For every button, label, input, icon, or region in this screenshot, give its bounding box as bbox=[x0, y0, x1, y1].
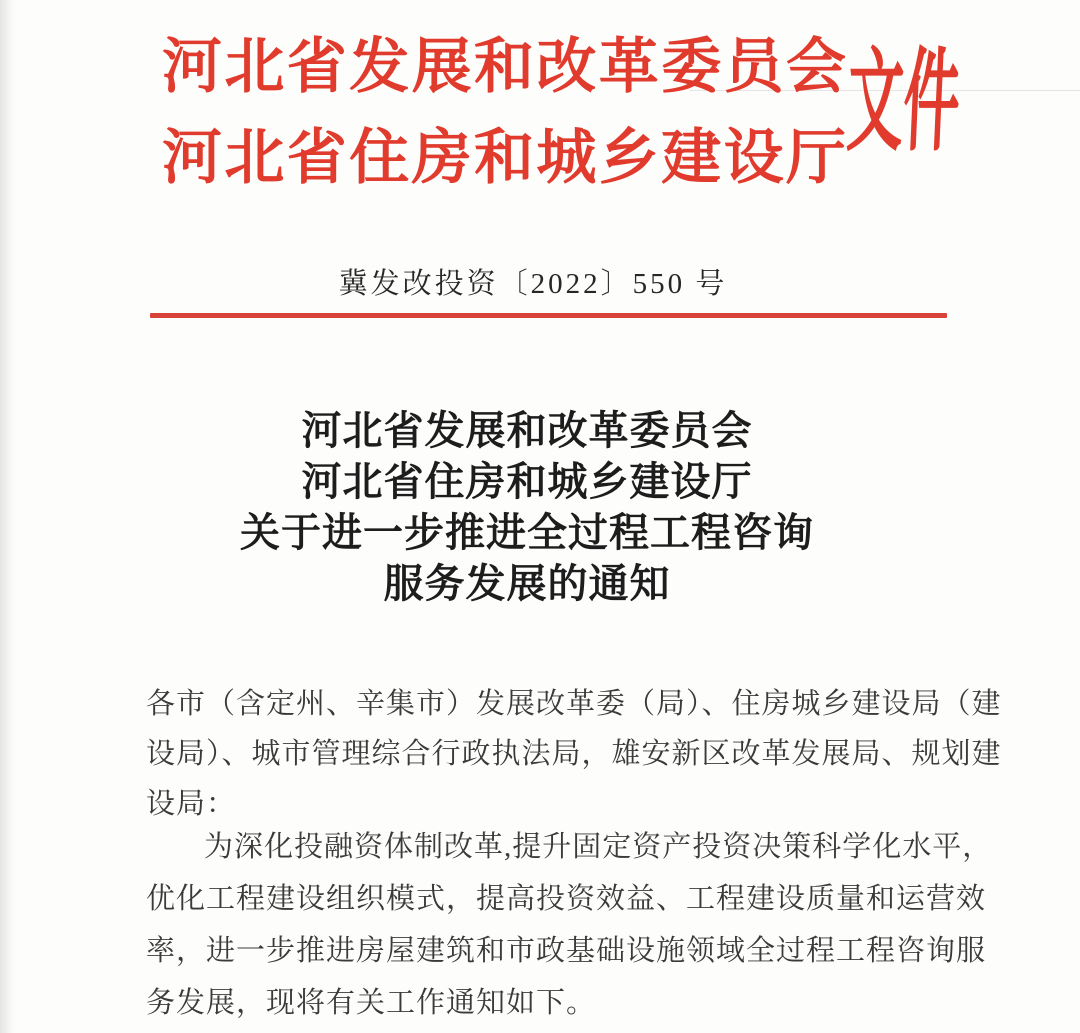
document-label: 文件 bbox=[844, 40, 963, 165]
title-line-4: 服务发展的通知 bbox=[383, 561, 671, 606]
issuing-agency-line-1: 河北省发展和改革委员会 bbox=[162, 34, 846, 100]
intro-line-4: 务发展，现将有关工作通知如下。 bbox=[146, 987, 597, 1019]
recipients-paragraph bbox=[146, 679, 1002, 829]
recipients-line-1: 各市（含定州、辛集市）发展改革委（局）、住房城乡建设局（建 bbox=[146, 688, 1002, 720]
issuing-agency-line-2: 河北省住房和城乡建设厅 bbox=[162, 125, 846, 191]
title-line-1: 河北省发展和改革委员会 bbox=[301, 408, 753, 453]
title-line-2: 河北省住房和城乡建设厅 bbox=[301, 459, 753, 504]
intro-paragraph bbox=[146, 821, 993, 1029]
document-number: 冀发改投资〔2022〕550 号 bbox=[338, 268, 728, 300]
letterhead bbox=[162, 22, 846, 204]
document-title bbox=[127, 405, 927, 609]
scan-edge-shadow bbox=[0, 0, 14, 1033]
red-separator-line bbox=[150, 313, 947, 318]
title-line-3: 关于进一步推进全过程工程咨询 bbox=[240, 510, 814, 555]
intro-line-2: 优化工程建设组织模式，提高投资效益、工程建设质量和运营效 bbox=[146, 883, 987, 915]
recipients-line-3: 设局： bbox=[146, 788, 237, 820]
intro-line-1: 为深化投融资体制改革,提升固定资产投资决策科学化水平， bbox=[204, 831, 993, 863]
intro-line-3: 率，进一步推进房屋建筑和市政基础设施领域全过程工程咨询服 bbox=[146, 935, 987, 967]
recipients-line-2: 设局）、城市管理综合行政执法局，雄安新区改革发展局、规划建 bbox=[146, 738, 1002, 770]
